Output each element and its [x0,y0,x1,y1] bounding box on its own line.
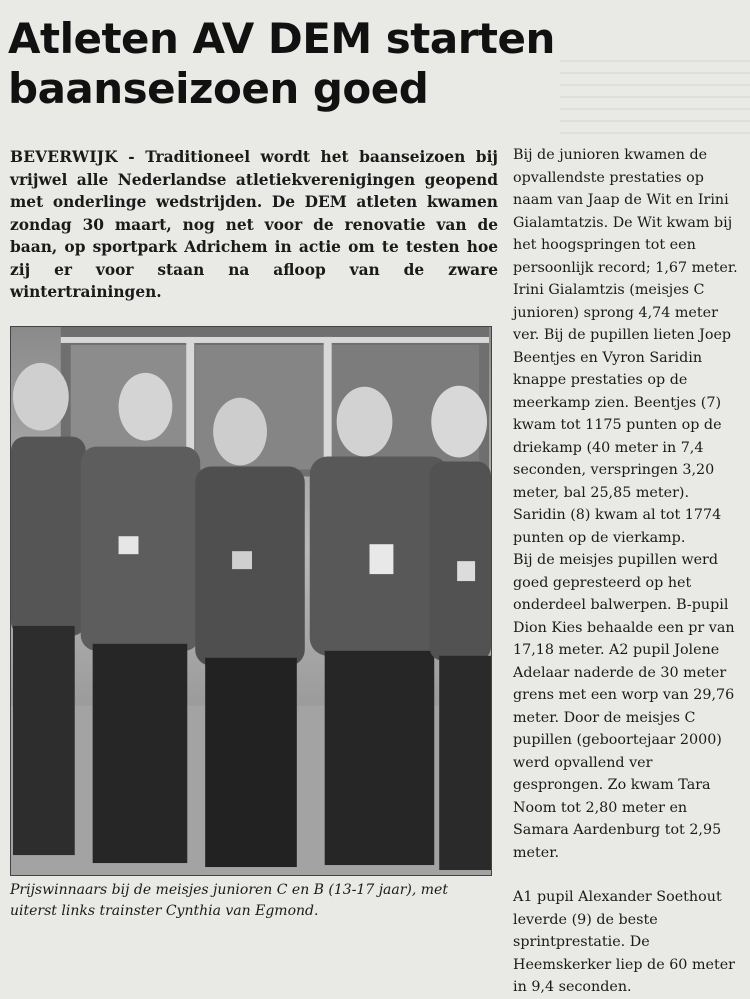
photo-illustration [11,327,491,875]
body-column [513,144,743,999]
lead-paragraph [10,146,498,304]
headline-line-2: baanseizoen goed [8,64,429,113]
lead-text: - Traditioneel wordt het baanseizoen bij vrijwel alle Nederlandse atletiekverenigingen geopend met onderlinge wedstrijden. De DEM atleten kwamen zondag 30 maart, nog net voor de renovatie van de baan, op sportpark Adrichem in actie om te testen hoe zij er voor staan na afloop van de zware wintertrainingen. [10,148,498,301]
body-paragraph-3: A1 pupil Alexander Soethout leverde (9) de beste sprintprestatie. De Heemskerker liep de 60 meter in 9,4 seconden. [513,889,735,995]
headline-line-1: Atleten AV DEM starten [8,14,555,63]
dateline: BEVERWIJK [10,148,118,166]
bleed-through-texture [560,60,750,140]
photo-caption: Prijswinnaars bij de meisjes junioren C en B (13-17 jaar), met uiterst links trainster Cynthia van Egmond. [10,882,448,919]
team-photo [10,326,492,876]
body-paragraph-1: Bij de junioren kwamen de opvallendste prestaties op naam van Jaap de Wit en Irini Gialamtatzis. De Wit kwam bij het hoogspringen tot een persoonlijk record; 1,67 meter. Irini Gialamtzis (meisjes C junioren) sprong 4,74 meter ver. Bij de pupillen lieten Joep Beentjes en Vyron Saridin knappe prestaties op de meerkamp zien. Beentjes (7) kwam tot 1175 punten op de driekamp (40 meter in 7,4 seconden, verspringen 3,20 meter, bal 25,85 meter). Saridin (8) kwam al tot 1774 punten op de vierkamp. [513,147,738,546]
body-paragraph-2: Bij de meisjes pupillen werd goed gepresteerd op het onderdeel balwerpen. B-pupil Dion Kies behaalde een pr van 17,18 meter. A2 pupil Jolene Adelaar naderde de 30 meter grens met een worp van 29,76 meter. Door de meisjes C pupillen (geboortejaar 2000) werd opvallend ver gesprongen. Zo kwam Tara Noom tot 2,80 meter en Samara Aardenburg tot 2,95 meter. [513,552,735,861]
headline [8,14,568,114]
